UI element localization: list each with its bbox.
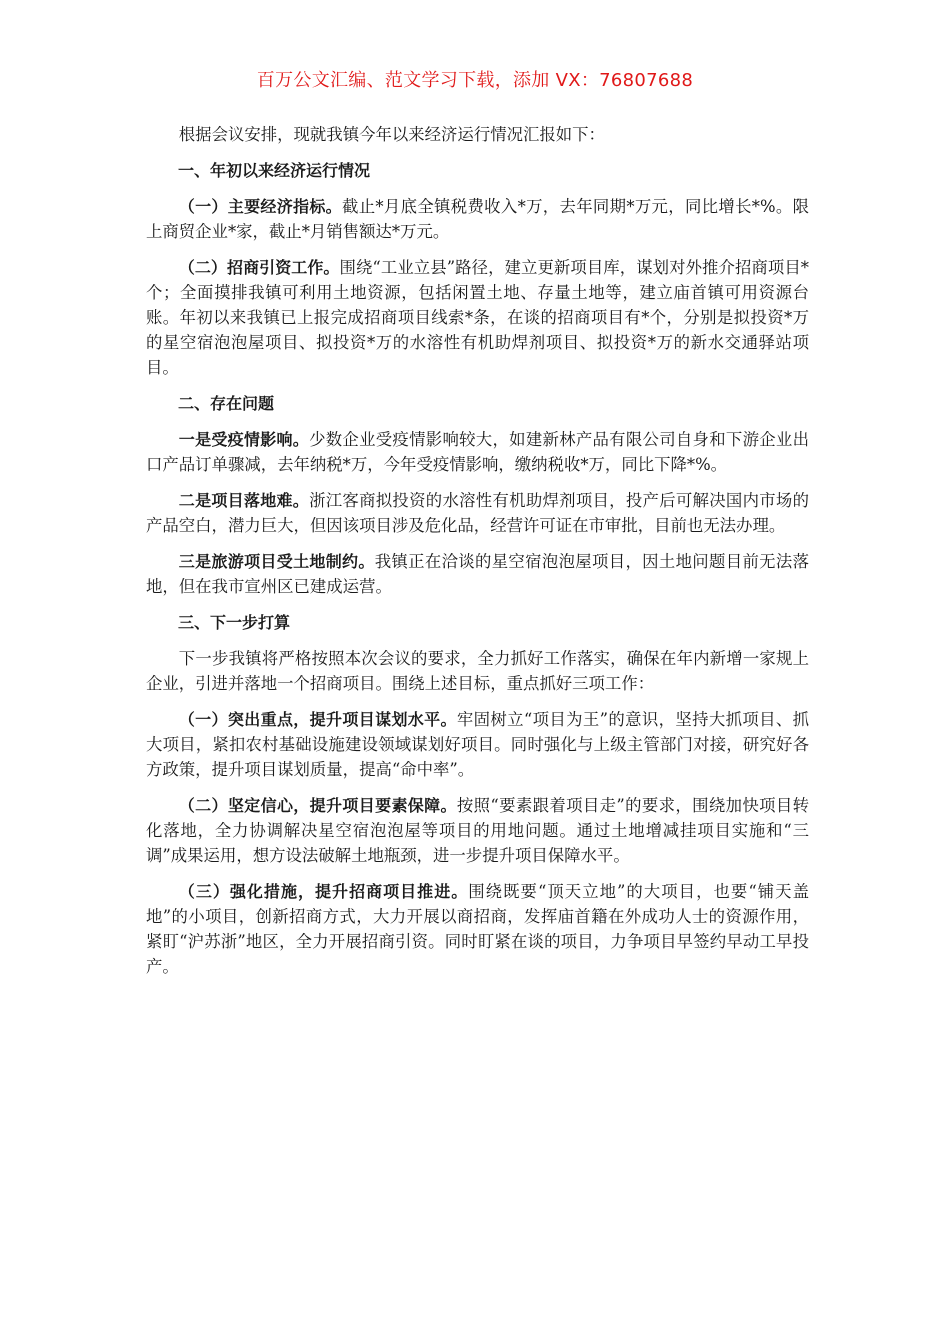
section-2-paragraph-2 — [146, 488, 809, 538]
header-banner: 百万公文汇编、范文学习下载，添加 VX：76807688 — [256, 70, 694, 91]
section-2-paragraph-3 — [146, 549, 809, 599]
section-2-paragraph-2-text: 浙江客商拟投资的水溶性有机助焊剂项目，投产后可解决国内市场的产品空白，潜力巨大，但因该项目涉及危化品，经营许可证在市审批，目前也无法办理。 — [146, 491, 809, 535]
section-2-heading: 二、存在问题 — [178, 394, 275, 413]
section-2-paragraph-2-lead: 二是项目落地难。 — [178, 491, 310, 510]
section-2-paragraph-1-lead: 一是受疫情影响。 — [178, 430, 310, 449]
section-3-paragraph-3-lead: （三）强化措施，提升招商项目推进。 — [178, 882, 469, 901]
section-1-paragraph-2-text: 围绕“工业立县”路径，建立更新项目库，谋划对外推介招商项目*个；全面摸排我镇可利用土地资源，包括闲置土地、存量土地等，建立庙首镇可用资源台账。年初以来我镇已上报完成招商项目线索*条，在谈的招商项目有*个，分别是拟投资*万的星空宿泡泡屋项目、拟投资*万的水溶性有机助焊剂项目、拟投资*万的新水交通驿站项目。 — [146, 258, 809, 377]
section-3-paragraph-1-lead: （一）突出重点，提升项目谋划水平。 — [178, 710, 457, 729]
section-2-paragraph-1-text: 少数企业受疫情影响较大，如建新林产品有限公司自身和下游企业出口产品订单骤减，去年纳税*万，今年受疫情影响，缴纳税收*万，同比下降*%。 — [146, 430, 809, 474]
section-1-paragraph-2 — [146, 255, 809, 380]
intro-paragraph: 根据会议安排，现就我镇今年以来经济运行情况汇报如下： — [178, 125, 605, 144]
section-3-paragraph-1-text: 牢固树立“项目为王”的意识，坚持大抓项目、抓大项目，紧扣农村基础设施建设领域谋划好项目。同时强化与上级主管部门对接，研究好各方政策，提升项目谋划质量，提高“命中率”。 — [146, 710, 809, 779]
section-2-paragraph-3-text: 我镇正在洽谈的星空宿泡泡屋项目，因土地问题目前无法落地，但在我市宣州区已建成运营。 — [146, 552, 809, 596]
section-3-intro: 下一步我镇将严格按照本次会议的要求，全力抓好工作落实，确保在年内新增一家规上企业，引进并落地一个招商项目。围绕上述目标，重点抓好三项工作： — [146, 649, 809, 693]
section-3-paragraph-3 — [146, 879, 809, 979]
section-1-paragraph-1 — [146, 194, 809, 244]
section-2-paragraph-1 — [146, 427, 809, 477]
section-3-paragraph-2-text: 按照“要素跟着项目走”的要求，围绕加快项目转化落地，全力协调解决星空宿泡泡屋等项目的用地问题。通过土地增减挂项目实施和“三调”成果运用，想方设法破解土地瓶颈，进一步提升项目保障水平。 — [146, 796, 809, 865]
section-2-paragraph-3-lead: 三是旅游项目受土地制约。 — [178, 552, 375, 571]
section-3-paragraph-2 — [146, 793, 809, 868]
section-3-paragraph-2-lead: （二）坚定信心，提升项目要素保障。 — [178, 796, 457, 815]
section-1-paragraph-2-lead: （二）招商引资工作。 — [178, 258, 340, 277]
document-body — [146, 122, 809, 990]
section-3-heading: 三、下一步打算 — [178, 613, 291, 632]
section-3-paragraph-1 — [146, 707, 809, 782]
section-1-paragraph-1-text: 截止*月底全镇税费收入*万，去年同期*万元，同比增长*%。限上商贸企业*家，截止*月销售额达*万元。 — [146, 197, 809, 241]
section-1-heading: 一、年初以来经济运行情况 — [178, 161, 371, 180]
section-1-paragraph-1-lead: （一）主要经济指标。 — [178, 197, 342, 216]
section-3-paragraph-3-text: 围绕既要“顶天立地”的大项目，也要“铺天盖地”的小项目，创新招商方式，大力开展以商招商，发挥庙首籍在外成功人士的资源作用，紧盯“沪苏浙”地区，全力开展招商引资。同时盯紧在谈的项目，力争项目早签约早动工早投产。 — [146, 882, 809, 976]
